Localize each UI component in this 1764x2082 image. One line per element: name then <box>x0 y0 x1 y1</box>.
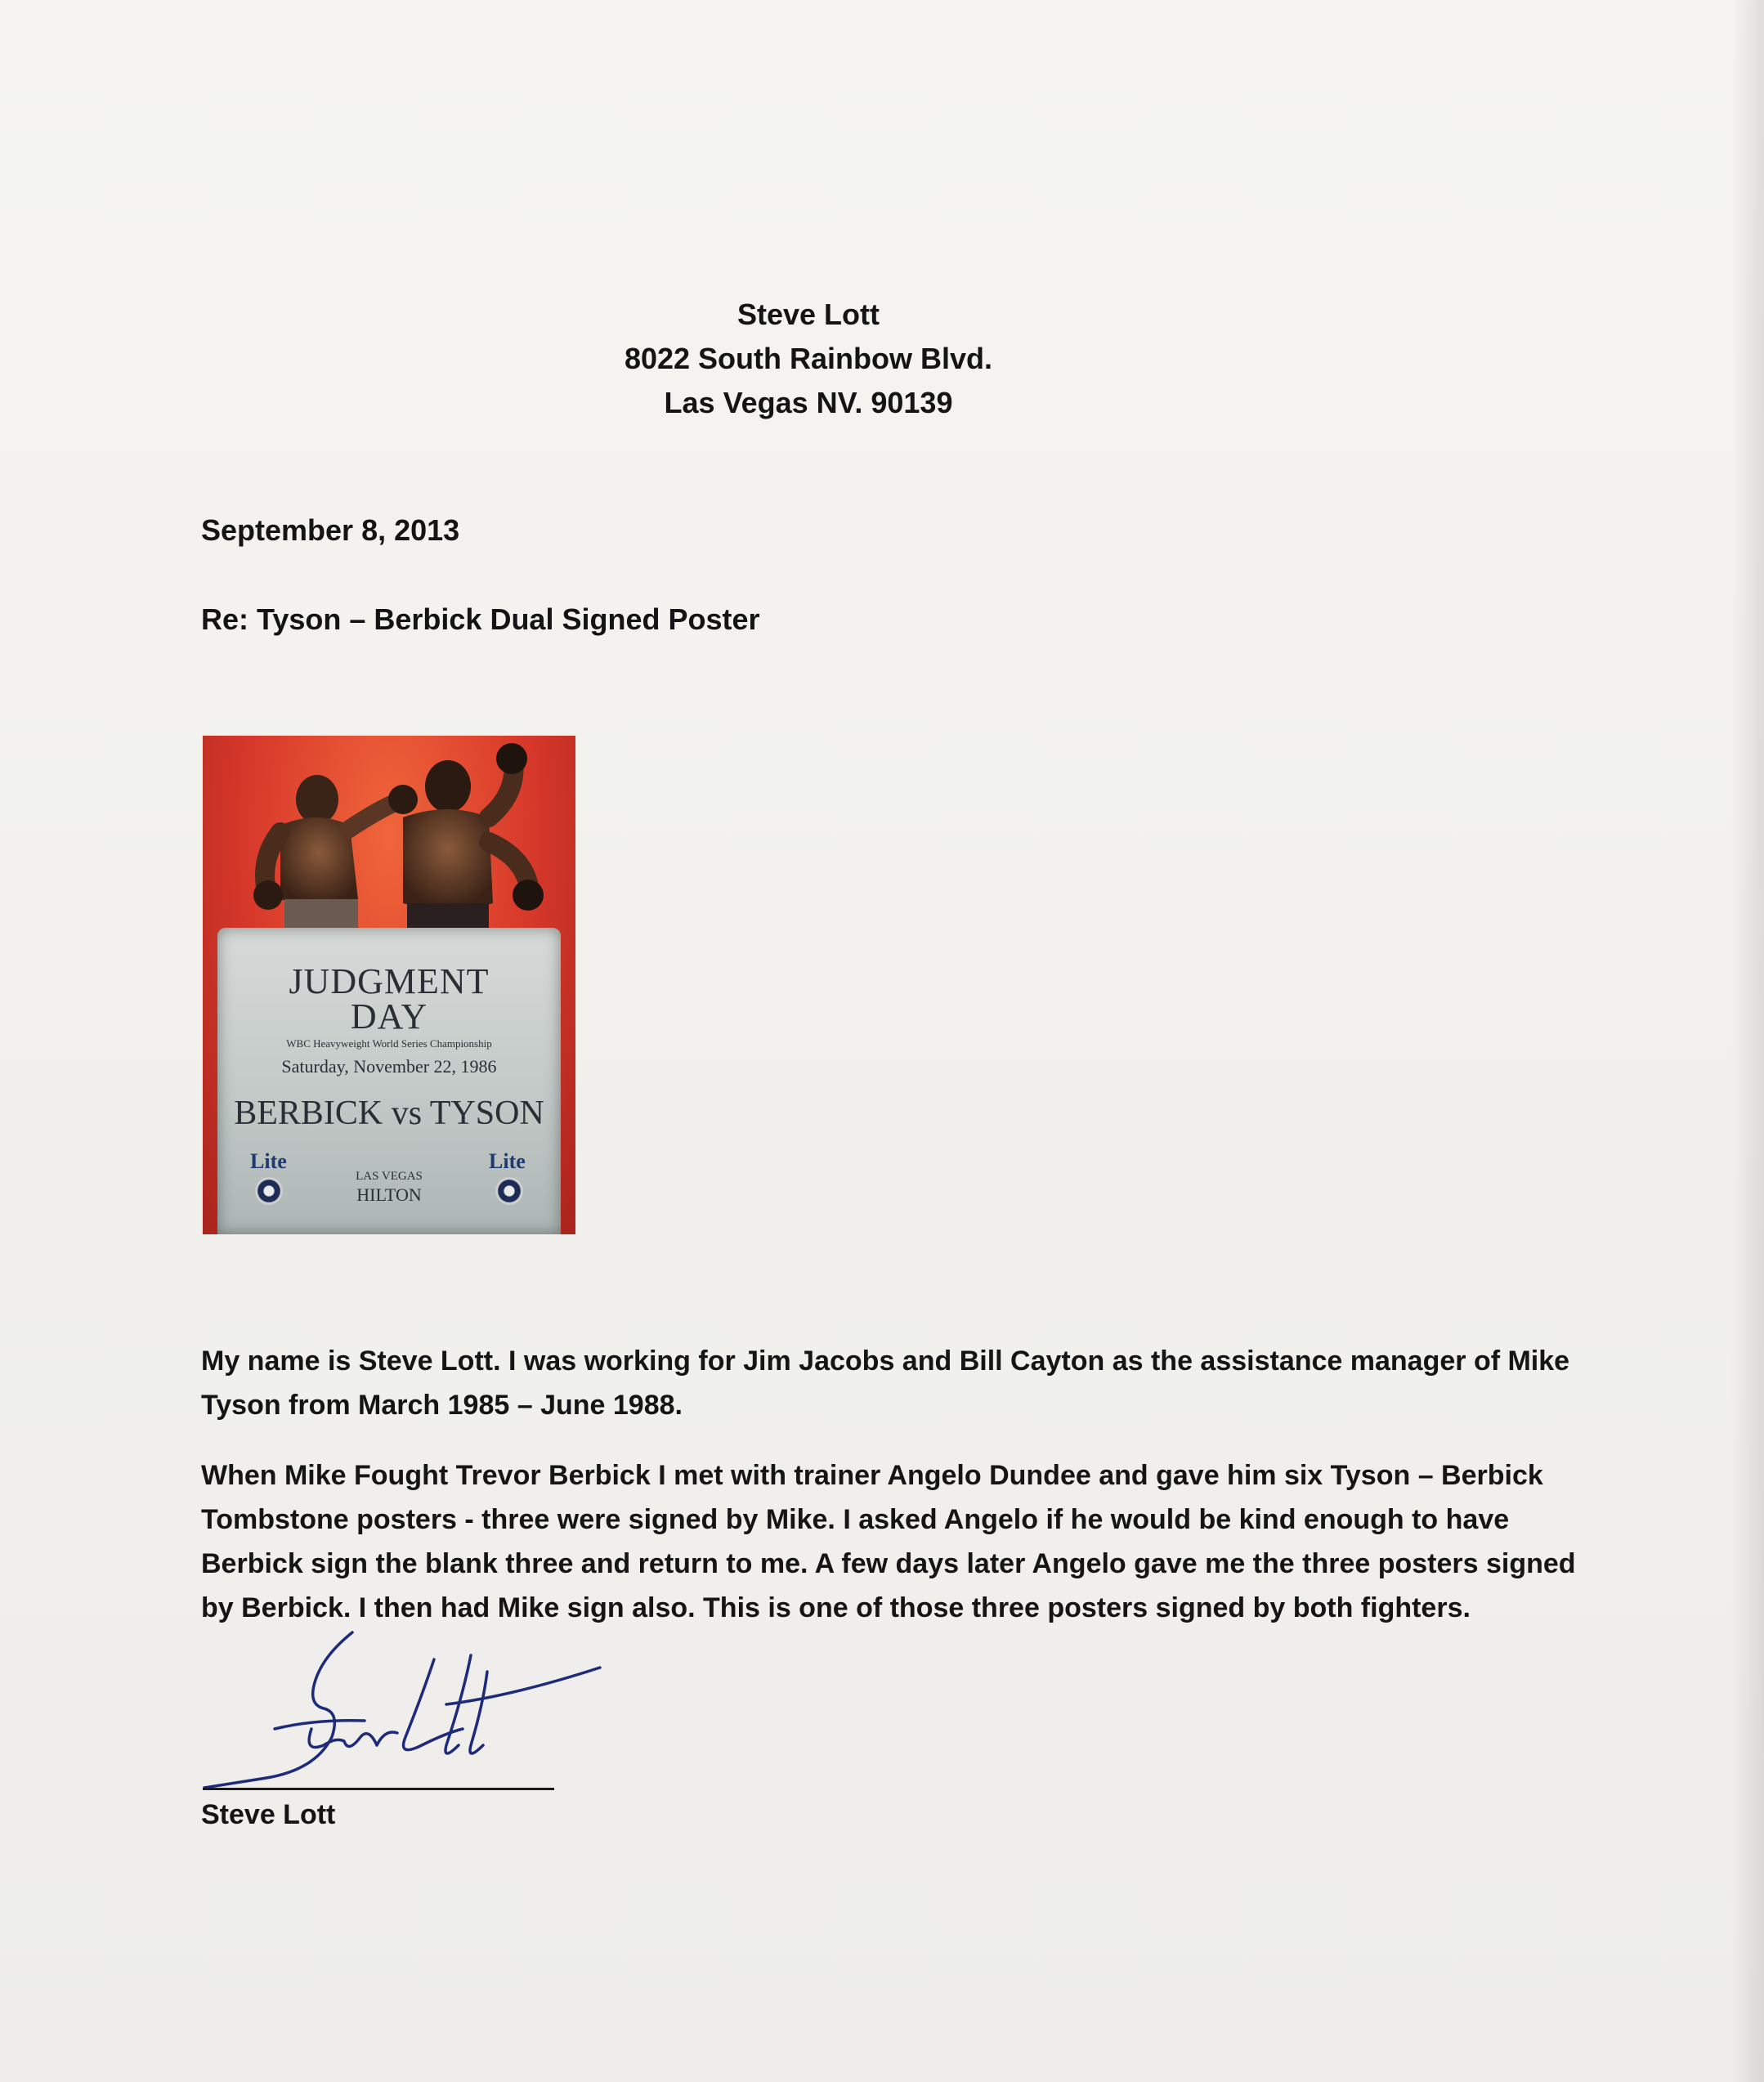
poster-title-line1: JUDGMENT <box>289 961 490 1001</box>
poster-sponsor-left: Lite <box>250 1149 287 1173</box>
poster-sponsor-right: Lite <box>489 1149 526 1173</box>
poster-venue-line2: HILTON <box>356 1184 422 1205</box>
poster-photo <box>203 736 575 1234</box>
signature-line <box>203 1788 554 1790</box>
sender-city: Las Vegas NV. 90139 <box>664 386 953 419</box>
poster-subtitle: WBC Heavyweight World Series Championship <box>286 1037 492 1050</box>
poster-title-line2: DAY <box>350 996 428 1037</box>
body-paragraph-2: When Mike Fought Trevor Berbick I met with trainer Angelo Dundee and gave him six Tyson – Berbick Tombstone posters - three were signed by Mike. I asked Angelo if he would be kind enough to have Berbick sign the blank three and return to me. A few days later Angelo gave me the three posters signed by Berbick. I then had Mike sign also. This is one of those three posters signed by both fighters. <box>201 1460 1576 1623</box>
poster-venue-line1: LAS VEGAS <box>356 1170 423 1183</box>
signature-printed-name: Steve Lott <box>201 1799 336 1830</box>
sender-address: 8022 South Rainbow Blvd. <box>624 342 993 375</box>
poster-fighters: BERBICK vs TYSON <box>234 1095 544 1132</box>
letterhead <box>0 293 1764 425</box>
boxers-illustration <box>203 736 575 948</box>
sender-name: Steve Lott <box>736 298 880 331</box>
body-paragraph-1: My name is Steve Lott. I was working for Jim Jacobs and Bill Cayton as the assistance manager of Mike Tyson from March 1985 – June 1988. <box>201 1345 1570 1421</box>
letter-date: September 8, 2013 <box>201 513 460 547</box>
poster-event-date: Saturday, November 22, 1986 <box>281 1056 497 1077</box>
letter-subject: Re: Tyson – Berbick Dual Signed Poster <box>201 602 760 636</box>
handwritten-signature <box>201 1623 610 1794</box>
